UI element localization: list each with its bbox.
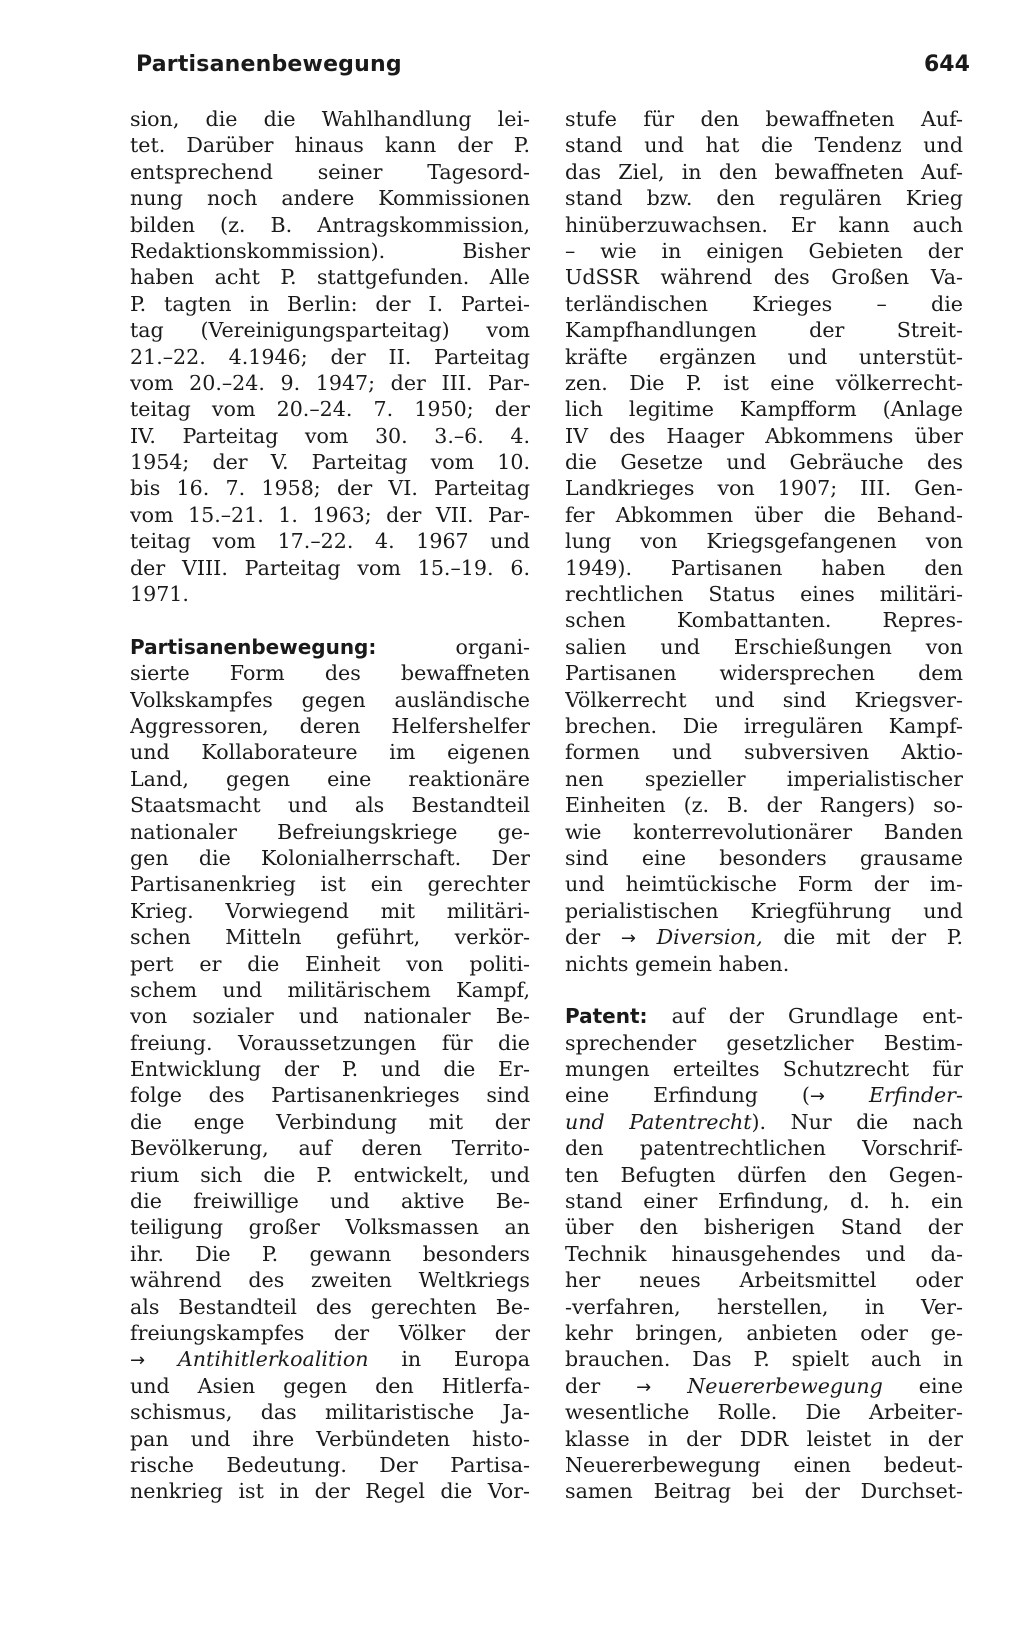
text-line: das Ziel, in den bewaffneten Auf- (565, 159, 963, 184)
text-line: sion, die die Wahlhandlung lei- (130, 107, 530, 131)
text-line: zen. Die P. ist eine völkerrecht- (565, 370, 963, 395)
text-line: Völkerrecht und sind Kriegsver- (565, 687, 963, 712)
cross-reference-line (565, 924, 963, 950)
text-line: kehr bringen, anbieten oder ge- (565, 1320, 963, 1345)
text-line: Land, gegen eine reaktionäre (130, 766, 530, 791)
ref-line-pre: der (565, 1373, 637, 1398)
arrow-icon: → (130, 1350, 146, 1372)
text-line: tag (Vereinigungsparteitag) vom (130, 318, 530, 343)
entry-body (130, 660, 530, 1346)
text-line: kräfte ergänzen und unterstüt- (565, 344, 963, 369)
text-line: Kampfhandlungen der Streit- (565, 318, 963, 343)
text-line: salien und Erschießungen von (565, 634, 963, 659)
text-line: -verfahren, herstellen, in Ver- (565, 1294, 963, 1319)
text-line: sierte Form des bewaffneten (130, 661, 530, 686)
text-line: tet. Darüber hinaus kann der P. (130, 133, 530, 158)
text-line: stand und hat die Tendenz und (565, 133, 963, 158)
entry-body-continued (130, 1373, 530, 1505)
ref-line-rest: eine (882, 1373, 963, 1398)
text-line: vom 15.–21. 1. 1963; der VII. Par- (130, 502, 530, 527)
text-line: die freiwillige und aktive Be- (130, 1189, 530, 1214)
text-line: schen Kombattanten. Repres- (565, 608, 963, 633)
text-line: folge des Partisanenkrieges sind (130, 1083, 530, 1108)
text-line: her neues Arbeitsmittel oder (565, 1268, 963, 1293)
entry-first-line-rest: organi- (455, 634, 530, 659)
entry-first-line-rest: auf der Grundlage ent- (647, 1004, 963, 1029)
text-line: Entwicklung der P. und die Er- (130, 1057, 530, 1082)
text-line: hinüberzuwachsen. Er kann auch (565, 212, 963, 237)
text-line: ten Befugten dürfen den Gegen- (565, 1162, 963, 1187)
text-line: schem und militärischem Kampf, (130, 977, 530, 1002)
text-line: schen Mitteln geführt, verkör- (130, 925, 530, 950)
text-line: gen die Kolonialherrschaft. Der (130, 845, 530, 870)
entry-body (565, 1030, 963, 1083)
text-line: über den bisherigen Stand der (565, 1215, 963, 1240)
text-line: brauchen. Das P. spielt auch in (565, 1347, 963, 1372)
text-line: als Bestandteil des gerechten Be- (130, 1294, 530, 1319)
text-line: brechen. Die irregulären Kampf- (565, 713, 963, 738)
text-line: wesentliche Rolle. Die Arbeiter- (565, 1400, 963, 1425)
text-line: der VIII. Parteitag vom 15.–19. 6. (130, 555, 530, 580)
running-head: Partisanenbewegung (136, 52, 402, 77)
text-line: fer Abkommen über die Behand- (565, 502, 963, 527)
ref-line-rest: die mit der P. (762, 925, 963, 950)
cross-reference-line (565, 1082, 963, 1108)
text-line: Aggressoren, deren Helfershelfer (130, 713, 530, 738)
text-line: IV des Haager Abkommens über (565, 423, 963, 448)
text-line: haben acht P. stattgefunden. Alle (130, 265, 530, 290)
text-line: lich legitime Kampfform (Anlage (565, 397, 963, 422)
right-column (565, 106, 963, 1505)
cross-reference-neuererbewegung[interactable]: Neuererbewegung (687, 1373, 883, 1398)
text-line: rium sich die P. entwickelt, und (130, 1162, 530, 1187)
text-line: stufe für den bewaffneten Auf- (565, 107, 963, 131)
text-line: stand bzw. den regulären Krieg (565, 186, 963, 211)
text-line: freiungskampfes der Völker der (130, 1320, 530, 1345)
text-line: nenkrieg ist in der Regel die Vor- (130, 1479, 530, 1504)
text-line: die Gesetze und Gebräuche des (565, 450, 963, 475)
arrow-icon: → (620, 928, 636, 950)
text-line: P. tagten in Berlin: der I. Partei- (130, 291, 530, 316)
text-line: teiligung großer Volksmassen an (130, 1215, 530, 1240)
cross-reference-erfinder-und-patentrecht[interactable]: Erfinder- (868, 1083, 963, 1108)
text-line: während des zweiten Weltkriegs (130, 1268, 530, 1293)
text-line: bilden (z. B. Antragskommission, (130, 212, 530, 237)
text-line: Krieg. Vorwiegend mit militäri- (130, 898, 530, 923)
ref-line-pre: eine Erfindung ( (565, 1083, 810, 1108)
text-line: wie konterrevolutionärer Banden (565, 819, 963, 844)
text-line: mungen erteiltes Schutzrecht für (565, 1057, 963, 1082)
text-line: 1954; der V. Parteitag vom 10. (130, 450, 530, 475)
text-line: rische Bedeutung. Der Partisa- (130, 1452, 530, 1477)
text-line: nung noch andere Kommissionen (130, 186, 530, 211)
text-line: Landkrieges von 1907; III. Gen- (565, 476, 963, 501)
text-line: Partisanen widersprechen dem (565, 661, 963, 686)
ref-line-rest: ). Nur die nach (751, 1109, 963, 1134)
text-line: lung von Kriegsgefangenen von (565, 529, 963, 554)
entry-patent (565, 1003, 963, 1504)
continuation-text (130, 106, 530, 607)
cross-reference-line (565, 1373, 963, 1399)
text-line: Staatsmacht und als Bestandteil (130, 793, 530, 818)
cross-reference-continued[interactable]: und Patentrecht (565, 1109, 752, 1134)
entry-body-continued-right (565, 106, 963, 924)
text-line: ihr. Die P. gewann besonders (130, 1241, 530, 1266)
text-line: terländischen Krieges – die (565, 291, 963, 316)
text-line: 1971. (130, 582, 189, 607)
text-line: und heimtückische Form der im- (565, 872, 963, 897)
entry-first-line (130, 634, 530, 660)
text-line: die enge Verbindung mit der (130, 1109, 530, 1134)
text-line: klasse in der DDR leistet in der (565, 1426, 963, 1451)
text-line: UdSSR während des Großen Va- (565, 265, 963, 290)
text-line: und Kollaborateure im eigenen (130, 740, 530, 765)
entry-body-continued (565, 1135, 963, 1373)
text-line: perialistischen Kriegführung und (565, 898, 963, 923)
text-line: und Asien gegen den Hitlerfa- (130, 1373, 530, 1398)
text-line: den patentrechtlichen Vorschrif- (565, 1136, 963, 1161)
text-line: samen Beitrag bei der Durchset- (565, 1479, 963, 1504)
text-line: sprechender gesetzlicher Bestim- (565, 1030, 963, 1055)
entry-lemma: Partisanenbewegung: (130, 634, 377, 659)
text-line: Neuererbewegung einen bedeut- (565, 1452, 963, 1477)
text-line: Einheiten (z. B. der Rangers) so- (565, 793, 963, 818)
text-line: nen spezieller imperialistischer (565, 766, 963, 791)
entry-partisanenbewegung (130, 634, 530, 1505)
cross-reference-line-continued (565, 1109, 963, 1135)
text-line: formen und subversiven Aktio- (565, 740, 963, 765)
entry-body-end (565, 1399, 963, 1505)
text-line: teitag vom 20.–24. 7. 1950; der (130, 397, 530, 422)
text-line: – wie in einigen Gebieten der (565, 238, 963, 263)
cross-reference-diversion[interactable]: Diversion, (656, 925, 763, 950)
text-line: Volkskampfes gegen ausländische (130, 687, 530, 712)
text-line: IV. Parteitag vom 30. 3.–6. 4. (130, 423, 530, 448)
text-line: schismus, das militaristische Ja- (130, 1400, 530, 1425)
ref-line-pre: der (565, 925, 621, 950)
left-column (130, 106, 530, 1505)
text-line: Partisanenkrieg ist ein gerechter (130, 872, 530, 897)
text-line: 1949). Partisanen haben den (565, 555, 963, 580)
text-line: 21.–22. 4.1946; der II. Parteitag (130, 344, 530, 369)
text-line: pert er die Einheit von politi- (130, 951, 530, 976)
text-line: von sozialer und nationaler Be- (130, 1004, 530, 1029)
text-line: nationaler Befreiungskriege ge- (130, 819, 530, 844)
entry-first-line (565, 1003, 963, 1029)
text-line: Bevölkerung, auf deren Territo- (130, 1136, 530, 1161)
arrow-icon: → (636, 1376, 652, 1398)
entry-lemma: Patent: (565, 1004, 648, 1029)
text-line: entsprechend seiner Tagesord- (130, 159, 530, 184)
arrow-icon: → (809, 1086, 825, 1108)
text-line: sind eine besonders grausame (565, 845, 963, 870)
cross-reference-antihitlerkoalition[interactable]: Antihitlerkoalition (177, 1347, 369, 1372)
text-line: vom 20.–24. 9. 1947; der III. Par- (130, 370, 530, 395)
text-line: pan und ihre Verbündeten histo- (130, 1426, 530, 1451)
text-line: stand einer Erfindung, d. h. ein (565, 1189, 963, 1214)
page-number: 644 (924, 52, 970, 77)
cross-reference-line (130, 1346, 530, 1372)
ref-line-rest: in Europa (368, 1347, 530, 1372)
entry-last-line: nichts gemein haben. (565, 951, 790, 976)
text-line: Redaktionskommission). Bisher (130, 238, 530, 263)
text-line: teitag vom 17.–22. 4. 1967 und (130, 529, 530, 554)
text-line: Technik hinausgehendes und da- (565, 1241, 963, 1266)
text-line: rechtlichen Status eines militäri- (565, 582, 963, 607)
text-line: freiung. Voraussetzungen für die (130, 1030, 530, 1055)
text-line: bis 16. 7. 1958; der VI. Parteitag (130, 476, 530, 501)
